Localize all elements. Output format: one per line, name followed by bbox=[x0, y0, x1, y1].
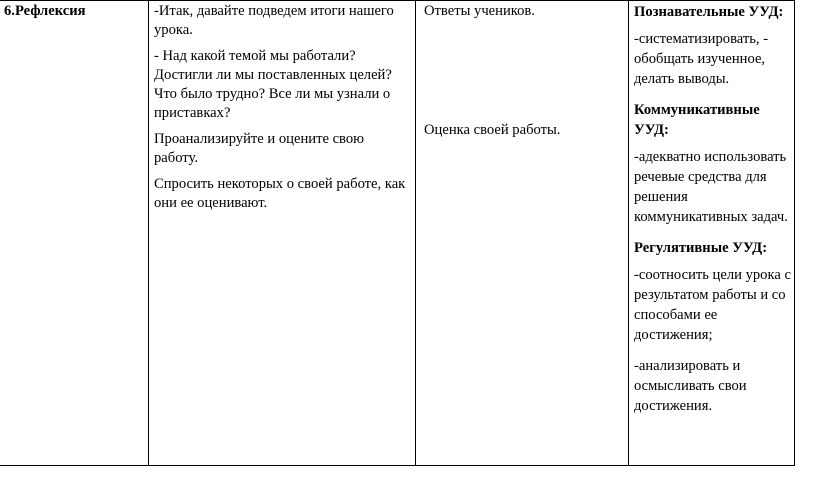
stage-cell bbox=[4, 0, 144, 21]
teacher-text-4: Спросить некоторых о своей работе, как они ее оценивают. bbox=[154, 176, 406, 211]
teacher-text-2: - Над какой темой мы работали? Достигли ли мы поставленных целей? Что было трудно? Все ли мы узнали о приставках? bbox=[154, 48, 392, 121]
cognitive-text: -систематизировать, - обобщать изученное, делать выводы. bbox=[634, 31, 769, 87]
communicative-text: -адекватно использовать речевые средства для решения коммуникативных задач. bbox=[634, 149, 788, 225]
student-activity-cell bbox=[424, 0, 624, 138]
student-text-2: Оценка своей работы. bbox=[424, 122, 561, 138]
student-text-1: Ответы учеников. bbox=[424, 3, 535, 19]
teacher-text-3: Проанализируйте и оцените свою работу. bbox=[154, 131, 365, 166]
column-divider bbox=[148, 0, 149, 466]
communicative-heading: Коммуникативные УУД: bbox=[634, 102, 760, 138]
cognitive-heading: Познавательные УУД: bbox=[634, 4, 784, 20]
column-divider bbox=[415, 0, 416, 466]
teacher-text-1: -Итак, давайте подведем итоги нашего урока. bbox=[154, 3, 394, 38]
column-divider bbox=[628, 0, 629, 466]
regulatory-heading: Регулятивные УУД: bbox=[634, 240, 768, 256]
uud-cell bbox=[634, 0, 792, 416]
regulatory-text-2: -анализировать и осмысливать свои достижения. bbox=[634, 358, 747, 414]
regulatory-text-1: -соотносить цели урока с результатом работы и со способами ее достижения; bbox=[634, 267, 791, 343]
teacher-activity-cell bbox=[154, 0, 409, 213]
stage-title: 6.Рефлексия bbox=[4, 3, 86, 19]
